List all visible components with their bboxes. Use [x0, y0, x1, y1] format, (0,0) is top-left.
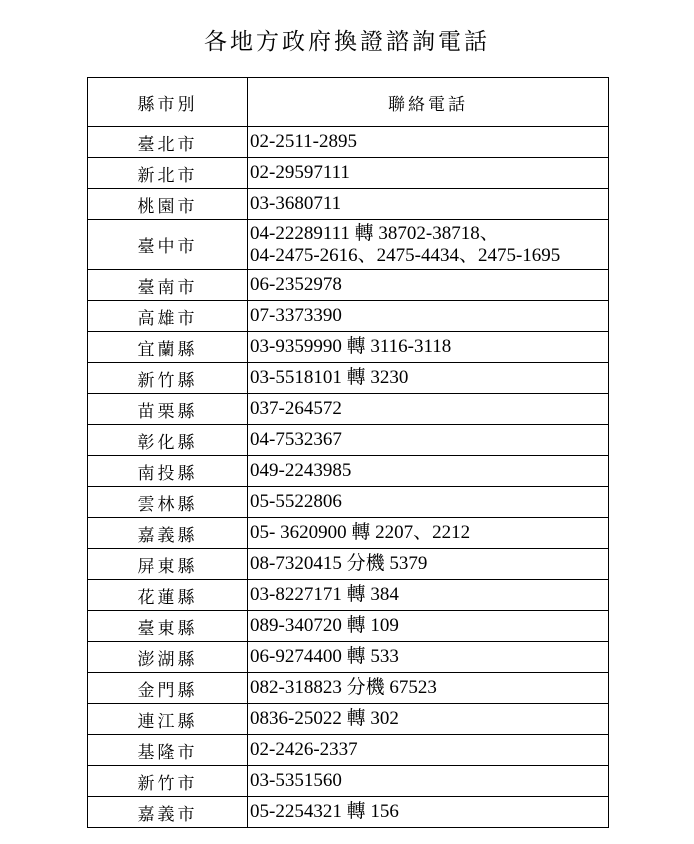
table-row [88, 456, 609, 487]
table-row [88, 270, 609, 301]
phone-number-line: 07-3373390 [250, 305, 342, 326]
phone-number-line: 02-2426-2337 [250, 739, 358, 760]
phone-number-cell [248, 549, 609, 580]
city-name-cell: 桃園市 [88, 189, 248, 220]
table-row [88, 301, 609, 332]
table-row [88, 487, 609, 518]
phone-number-cell [248, 456, 609, 487]
city-name-cell: 彰化縣 [88, 425, 248, 456]
phone-number-line: 02-2511-2895 [250, 131, 357, 152]
phone-number-line: 04-22289111 轉 38702-38718、 [250, 222, 499, 244]
phone-number-line: 089-340720 轉 109 [250, 615, 399, 636]
table-row [88, 704, 609, 735]
table-header-row [88, 78, 609, 127]
document-title: 各地方政府換證諮詢電話 [204, 29, 490, 55]
phone-number-cell [248, 158, 609, 189]
phone-number-line: 03-8227171 轉 384 [250, 584, 399, 605]
phone-number-line: 03-3680711 [250, 193, 342, 214]
table-row [88, 127, 609, 158]
phone-number-line: 037-264572 [250, 398, 342, 419]
city-name-cell: 嘉義市 [88, 797, 248, 828]
contact-phone-table [87, 77, 609, 828]
table-row [88, 735, 609, 766]
phone-number-cell [248, 642, 609, 673]
phone-number-cell [248, 332, 609, 363]
phone-number-line: 04-7532367 [250, 429, 342, 450]
phone-number-cell [248, 673, 609, 704]
city-name-cell: 澎湖縣 [88, 642, 248, 673]
city-name-cell: 臺中市 [88, 220, 248, 270]
phone-number-line: 08-7320415 分機 5379 [250, 553, 428, 574]
phone-number-cell [248, 394, 609, 425]
table-row [88, 642, 609, 673]
table-row [88, 549, 609, 580]
city-name-cell: 臺東縣 [88, 611, 248, 642]
table-row [88, 425, 609, 456]
phone-number-line: 03-5518101 轉 3230 [250, 367, 409, 388]
phone-number-cell [248, 301, 609, 332]
phone-number-line: 05- 3620900 轉 2207、2212 [250, 522, 471, 543]
phone-number-cell [248, 735, 609, 766]
city-name-cell: 南投縣 [88, 456, 248, 487]
city-name-cell: 基隆市 [88, 735, 248, 766]
city-name-cell: 雲林縣 [88, 487, 248, 518]
city-name-cell: 新竹市 [88, 766, 248, 797]
phone-number-cell [248, 487, 609, 518]
phone-number-line: 082-318823 分機 67523 [250, 677, 437, 698]
phone-number-line: 049-2243985 [250, 460, 352, 481]
phone-number-line: 0836-25022 轉 302 [250, 708, 399, 729]
city-name-cell: 臺南市 [88, 270, 248, 301]
table-row [88, 363, 609, 394]
phone-number-line: 02-29597111 [250, 162, 350, 183]
phone-number-cell [248, 425, 609, 456]
table-row [88, 518, 609, 549]
city-name-cell: 新北市 [88, 158, 248, 189]
city-name-cell: 苗栗縣 [88, 394, 248, 425]
phone-number-cell [248, 220, 609, 270]
phone-number-cell [248, 363, 609, 394]
table-row [88, 797, 609, 828]
table-row [88, 611, 609, 642]
phone-number-line: 05-2254321 轉 156 [250, 801, 399, 822]
phone-number-line: 06-9274400 轉 533 [250, 646, 399, 667]
column-header-phone: 聯絡電話 [248, 78, 609, 127]
city-name-cell: 新竹縣 [88, 363, 248, 394]
table-row [88, 394, 609, 425]
city-name-cell: 金門縣 [88, 673, 248, 704]
phone-number-line: 03-9359990 轉 3116-3118 [250, 336, 452, 357]
phone-number-line: 06-2352978 [250, 274, 342, 295]
phone-number-line: 05-5522806 [250, 491, 342, 512]
phone-number-line: 04-2475-2616、2475-4434、2475-1695 [250, 244, 561, 266]
table-row [88, 673, 609, 704]
phone-number-cell [248, 189, 609, 220]
city-name-cell: 花蓮縣 [88, 580, 248, 611]
table-row [88, 580, 609, 611]
phone-number-cell [248, 270, 609, 301]
table-row [88, 220, 609, 270]
city-name-cell: 臺北市 [88, 127, 248, 158]
phone-number-cell [248, 797, 609, 828]
city-name-cell: 連江縣 [88, 704, 248, 735]
city-name-cell: 宜蘭縣 [88, 332, 248, 363]
city-name-cell: 屏東縣 [88, 549, 248, 580]
city-name-cell: 嘉義縣 [88, 518, 248, 549]
column-header-city: 縣市別 [88, 78, 248, 127]
phone-number-cell [248, 518, 609, 549]
phone-number-line: 03-5351560 [250, 770, 342, 791]
city-name-cell: 高雄市 [88, 301, 248, 332]
table-row [88, 158, 609, 189]
table-row [88, 332, 609, 363]
phone-number-cell [248, 704, 609, 735]
phone-number-cell [248, 611, 609, 642]
table-body [88, 127, 609, 828]
phone-number-cell [248, 766, 609, 797]
table-row [88, 766, 609, 797]
table-row [88, 189, 609, 220]
phone-number-cell [248, 127, 609, 158]
phone-number-cell [248, 580, 609, 611]
